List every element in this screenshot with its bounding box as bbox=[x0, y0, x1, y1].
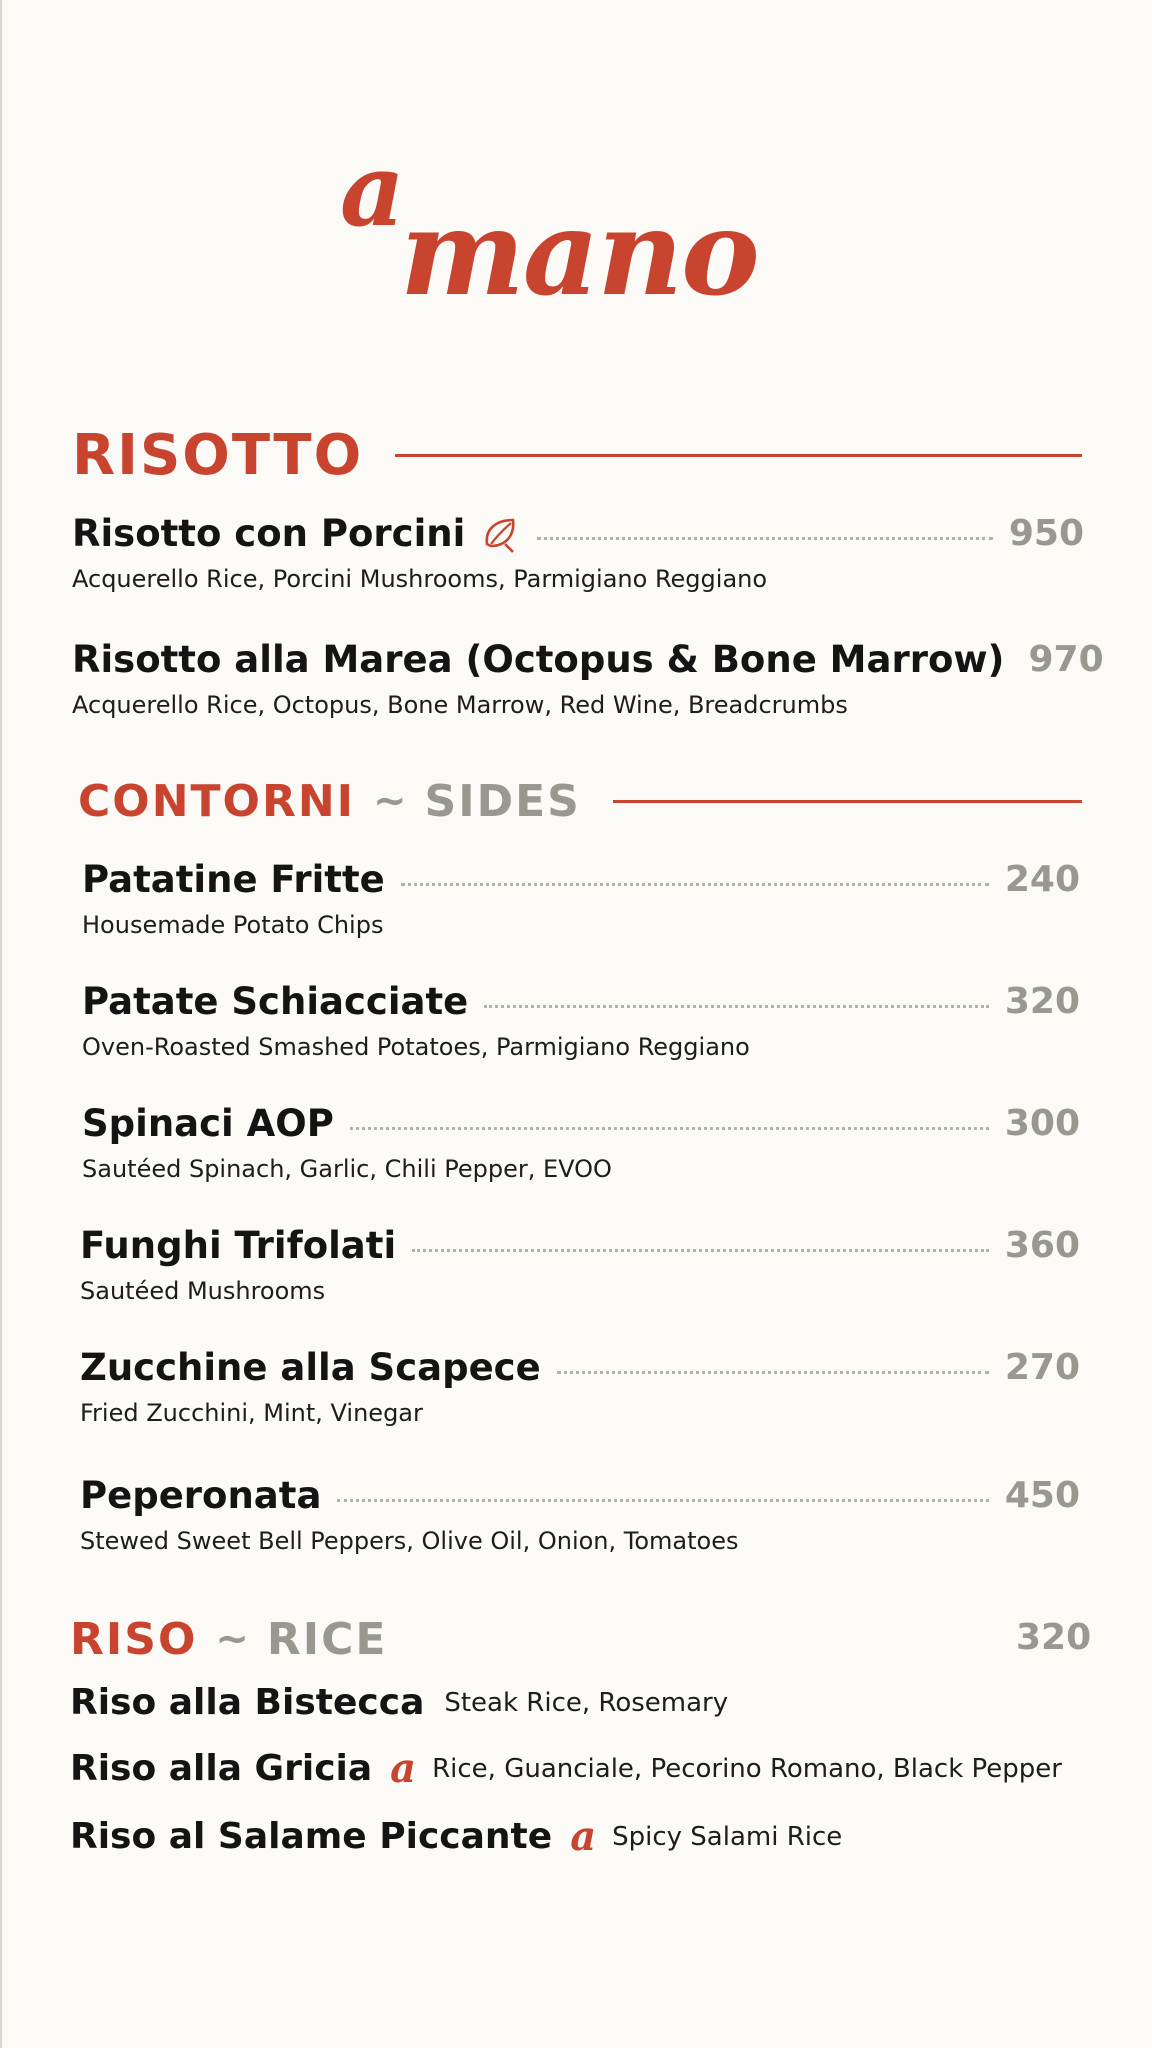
section-title-contorni: CONTORNI bbox=[78, 775, 356, 827]
item-price: 270 bbox=[1004, 1347, 1080, 1388]
item-name: Risotto con Porcini bbox=[72, 512, 466, 555]
section-divider bbox=[395, 454, 1082, 457]
item-price: 240 bbox=[1004, 859, 1080, 900]
item-description: Rice, Guanciale, Pecorino Romano, Black Pepper bbox=[432, 1753, 1062, 1784]
item-description: Housemade Potato Chips bbox=[82, 911, 384, 939]
section-divider bbox=[613, 800, 1082, 803]
item-name: Zucchine alla Scapece bbox=[80, 1346, 541, 1389]
house-mark-icon: a bbox=[570, 1812, 597, 1860]
item-name: Peperonata bbox=[80, 1474, 322, 1517]
item-description: Oven-Roasted Smashed Potatoes, Parmigiano Reggiano bbox=[82, 1033, 750, 1061]
menu-item bbox=[82, 858, 1080, 939]
item-name: Funghi Trifolati bbox=[80, 1224, 397, 1267]
tilde-separator: ~ bbox=[373, 778, 407, 824]
menu-item bbox=[82, 1102, 1080, 1183]
item-description: Acquerello Rice, Octopus, Bone Marrow, Red Wine, Breadcrumbs bbox=[72, 691, 848, 719]
section-subtitle-rice: RICE bbox=[266, 1613, 388, 1665]
item-name: Patate Schiacciate bbox=[82, 980, 469, 1023]
item-price: 450 bbox=[1004, 1475, 1080, 1516]
menu-item bbox=[80, 1474, 1080, 1555]
tilde-separator: ~ bbox=[215, 1616, 249, 1662]
restaurant-logo bbox=[332, 131, 832, 322]
dotted-leader bbox=[557, 1371, 989, 1374]
riso-price: 320 bbox=[1016, 1617, 1092, 1658]
item-price: 950 bbox=[1008, 513, 1084, 554]
item-description: Sautéed Spinach, Garlic, Chili Pepper, EVOO bbox=[82, 1155, 612, 1183]
section-header-risotto bbox=[72, 420, 1082, 490]
item-name: Risotto alla Marea (Octopus & Bone Marrow) bbox=[72, 638, 1005, 681]
logo-letter-a: a bbox=[340, 131, 403, 249]
section-subtitle-sides: SIDES bbox=[424, 775, 581, 827]
item-description: Fried Zucchini, Mint, Vinegar bbox=[80, 1399, 423, 1427]
item-name: Riso al Salame Piccante bbox=[70, 1816, 553, 1857]
dotted-leader bbox=[401, 883, 989, 886]
menu-item bbox=[82, 980, 1080, 1061]
riso-item bbox=[70, 1682, 728, 1723]
riso-item bbox=[70, 1744, 1062, 1792]
section-header-riso bbox=[70, 1608, 387, 1670]
dotted-leader bbox=[537, 537, 993, 540]
leaf-icon bbox=[481, 514, 521, 554]
menu-item bbox=[80, 1224, 1080, 1305]
section-header-contorni bbox=[78, 770, 1082, 832]
dotted-leader bbox=[337, 1499, 988, 1502]
item-description: Stewed Sweet Bell Peppers, Olive Oil, Onion, Tomatoes bbox=[80, 1527, 739, 1555]
item-description: Acquerello Rice, Porcini Mushrooms, Parmigiano Reggiano bbox=[72, 565, 768, 593]
item-price: 300 bbox=[1004, 1103, 1080, 1144]
dotted-leader bbox=[350, 1127, 989, 1130]
menu-item bbox=[72, 638, 1104, 719]
item-price: 970 bbox=[1028, 639, 1104, 680]
menu-item bbox=[80, 1346, 1080, 1427]
dotted-leader bbox=[484, 1005, 989, 1008]
menu-item bbox=[72, 512, 1084, 593]
item-price: 360 bbox=[1004, 1225, 1080, 1266]
item-name: Patatine Fritte bbox=[82, 858, 385, 901]
house-mark-icon: a bbox=[390, 1744, 417, 1792]
logo-word-mano: mano bbox=[400, 183, 758, 322]
section-title-riso: RISO bbox=[70, 1613, 198, 1665]
riso-item bbox=[70, 1812, 843, 1860]
item-description: Steak Rice, Rosemary bbox=[444, 1687, 729, 1718]
item-name: Riso alla Gricia bbox=[70, 1748, 373, 1789]
item-name: Riso alla Bistecca bbox=[70, 1682, 425, 1723]
section-title-risotto: RISOTTO bbox=[72, 422, 364, 488]
dotted-leader bbox=[412, 1249, 989, 1252]
item-price: 320 bbox=[1004, 981, 1080, 1022]
item-description: Sautéed Mushrooms bbox=[80, 1277, 326, 1305]
item-name: Spinaci AOP bbox=[82, 1102, 334, 1145]
item-description: Spicy Salami Rice bbox=[612, 1821, 843, 1852]
